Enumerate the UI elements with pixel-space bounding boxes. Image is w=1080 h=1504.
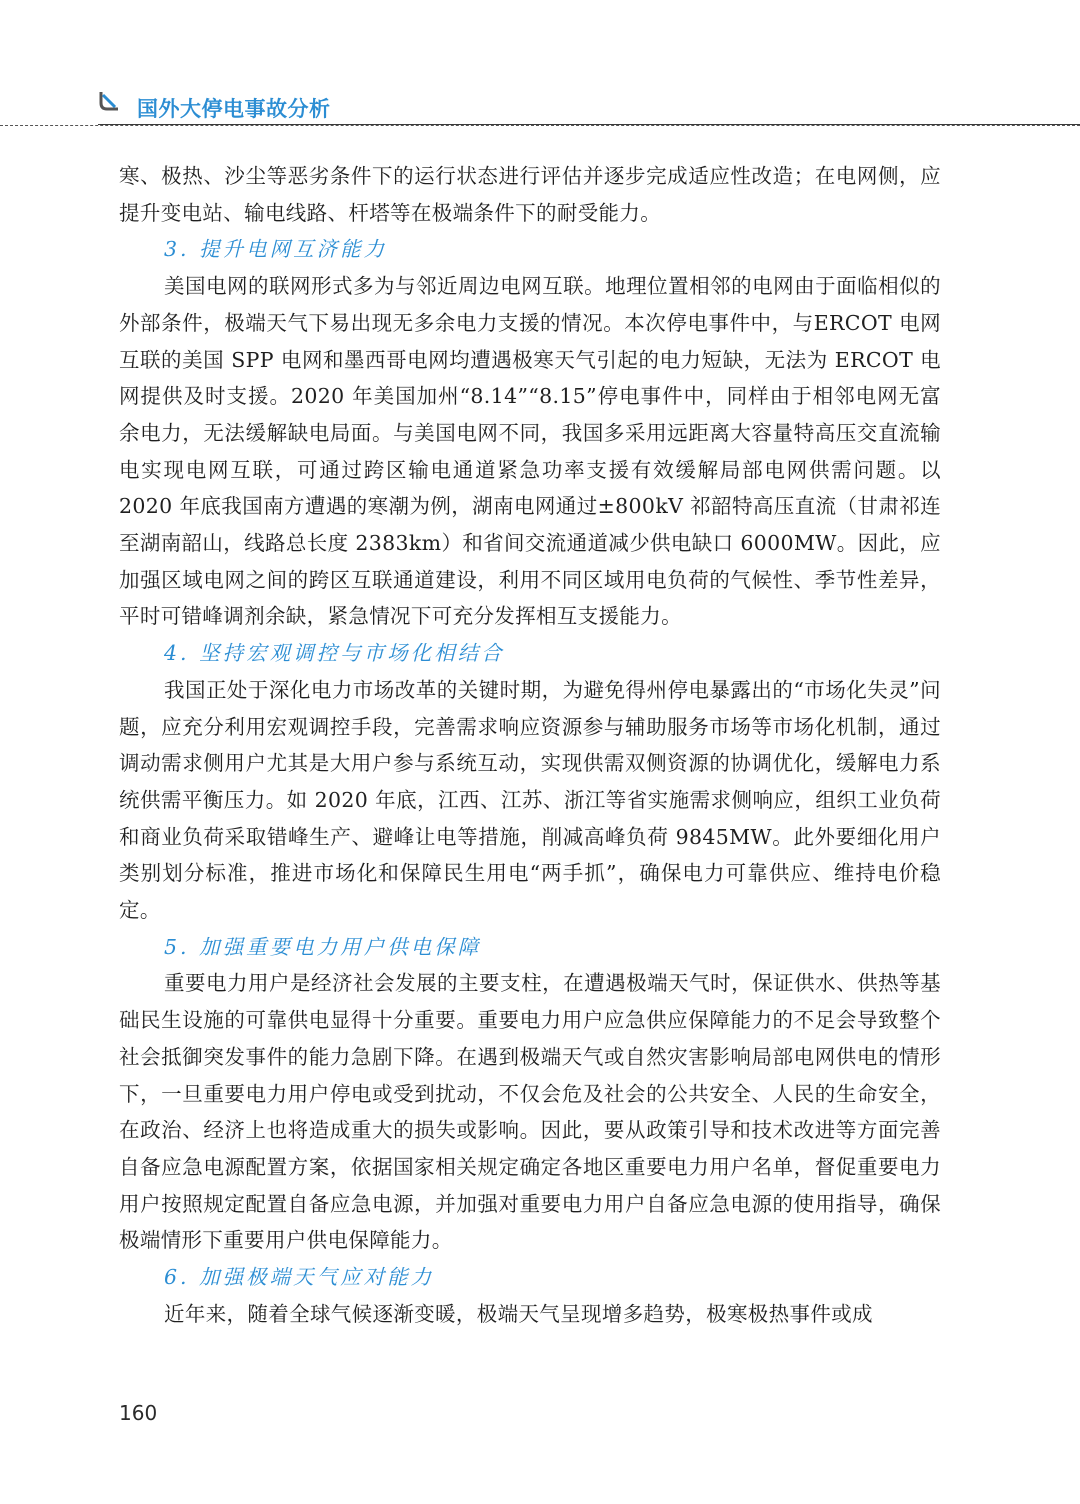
page-number: 160	[119, 1401, 158, 1425]
down-right-arrow-icon	[98, 90, 120, 112]
running-header	[0, 0, 1080, 135]
header-dashed-rule	[0, 125, 1080, 126]
book-title: 国外大停电事故分析	[137, 97, 331, 121]
section-heading-4: 4. 坚持宏观调控与市场化相结合	[164, 641, 505, 666]
section-heading-6: 6. 加强极端天气应对能力	[164, 1265, 435, 1290]
page-body	[119, 158, 941, 1333]
paragraph-extreme-weather: 近年来，随着全球气候逐渐变暖，极端天气呈现增多趋势，极寒极热事件或成	[164, 1301, 873, 1326]
header-rule	[98, 124, 1080, 125]
section-heading-5: 5. 加强重要电力用户供电保障	[164, 934, 482, 959]
paragraph-grid-interconnection: 美国电网的联网形式多为与邻近周边电网互联。地理位置相邻的电网由于面临相似的外部条件，极端天气下易出现无多余电力支援的情况。本次停电事件中，与ERCOT 电网互联的美国 SPP 电网和墨西哥电网均遭遇极寒天气引起的电力短缺，无法为 ERCOT 电网提供及时支援。2020 年美国加州“8.14”“8.15”停电事件中，同样由于相邻电网无富余电力，无法缓解缺电局面。与美国电网不同，我国多采用远距离大容量特高压交直流输电实现电网互联，可通过跨区输电通道紧急功率支援有效缓解局部电网供需问题。以 2020 年底我国南方遭遇的寒潮为例，湖南电网通过±800kV 祁韶特高压直流（甘肃祁连至湖南韶山，线路总长度 2383km）和省间交流通道减少供电缺口 6000MW。因此，应加强区域电网之间的跨区互联通道建设，利用不同区域用电负荷的气候性、季节性差异，平时可错峰调剂余缺，紧急情况下可充分发挥相互支援能力。	[119, 274, 941, 629]
section-heading-3: 3. 提升电网互济能力	[164, 237, 388, 262]
paragraph-continued: 寒、极热、沙尘等恶劣条件下的运行状态进行评估并逐步完成适应性改造；在电网侧，应提升变电站、输电线路、杆塔等在极端条件下的耐受能力。	[119, 164, 941, 225]
paragraph-macro-control: 我国正处于深化电力市场改革的关键时期，为避免得州停电暴露出的“市场化失灵”问题，应充分利用宏观调控手段，完善需求响应资源参与辅助服务市场等市场化机制，通过调动需求侧用户尤其是大用户参与系统互动，实现供需双侧资源的协调优化，缓解电力系统供需平衡压力。如 2020 年底，江西、江苏、浙江等省实施需求侧响应，组织工业负荷和商业负荷采取错峰生产、避峰让电等措施，削减高峰负荷 9845MW。此外要细化用户类别划分标准，推进市场化和保障民生用电“两手抓”，确保电力可靠供应、维持电价稳定。	[119, 677, 941, 923]
paragraph-important-users: 重要电力用户是经济社会发展的主要支柱，在遭遇极端天气时，保证供水、供热等基础民生设施的可靠供电显得十分重要。重要电力用户应急供应保障能力的不足会导致整个社会抵御突发事件的能力急剧下降。在遇到极端天气或自然灾害影响局部电网供电的情形下，一旦重要电力用户停电或受到扰动，不仅会危及社会的公共安全、人民的生命安全，在政治、经济上也将造成重大的损失或影响。因此，要从政策引导和技术改进等方面完善自备应急电源配置方案，依据国家相关规定确定各地区重要电力用户名单，督促重要电力用户按照规定配置自备应急电源，并加强对重要电力用户自备应急电源的使用指导，确保极端情形下重要用户供电保障能力。	[119, 971, 941, 1253]
